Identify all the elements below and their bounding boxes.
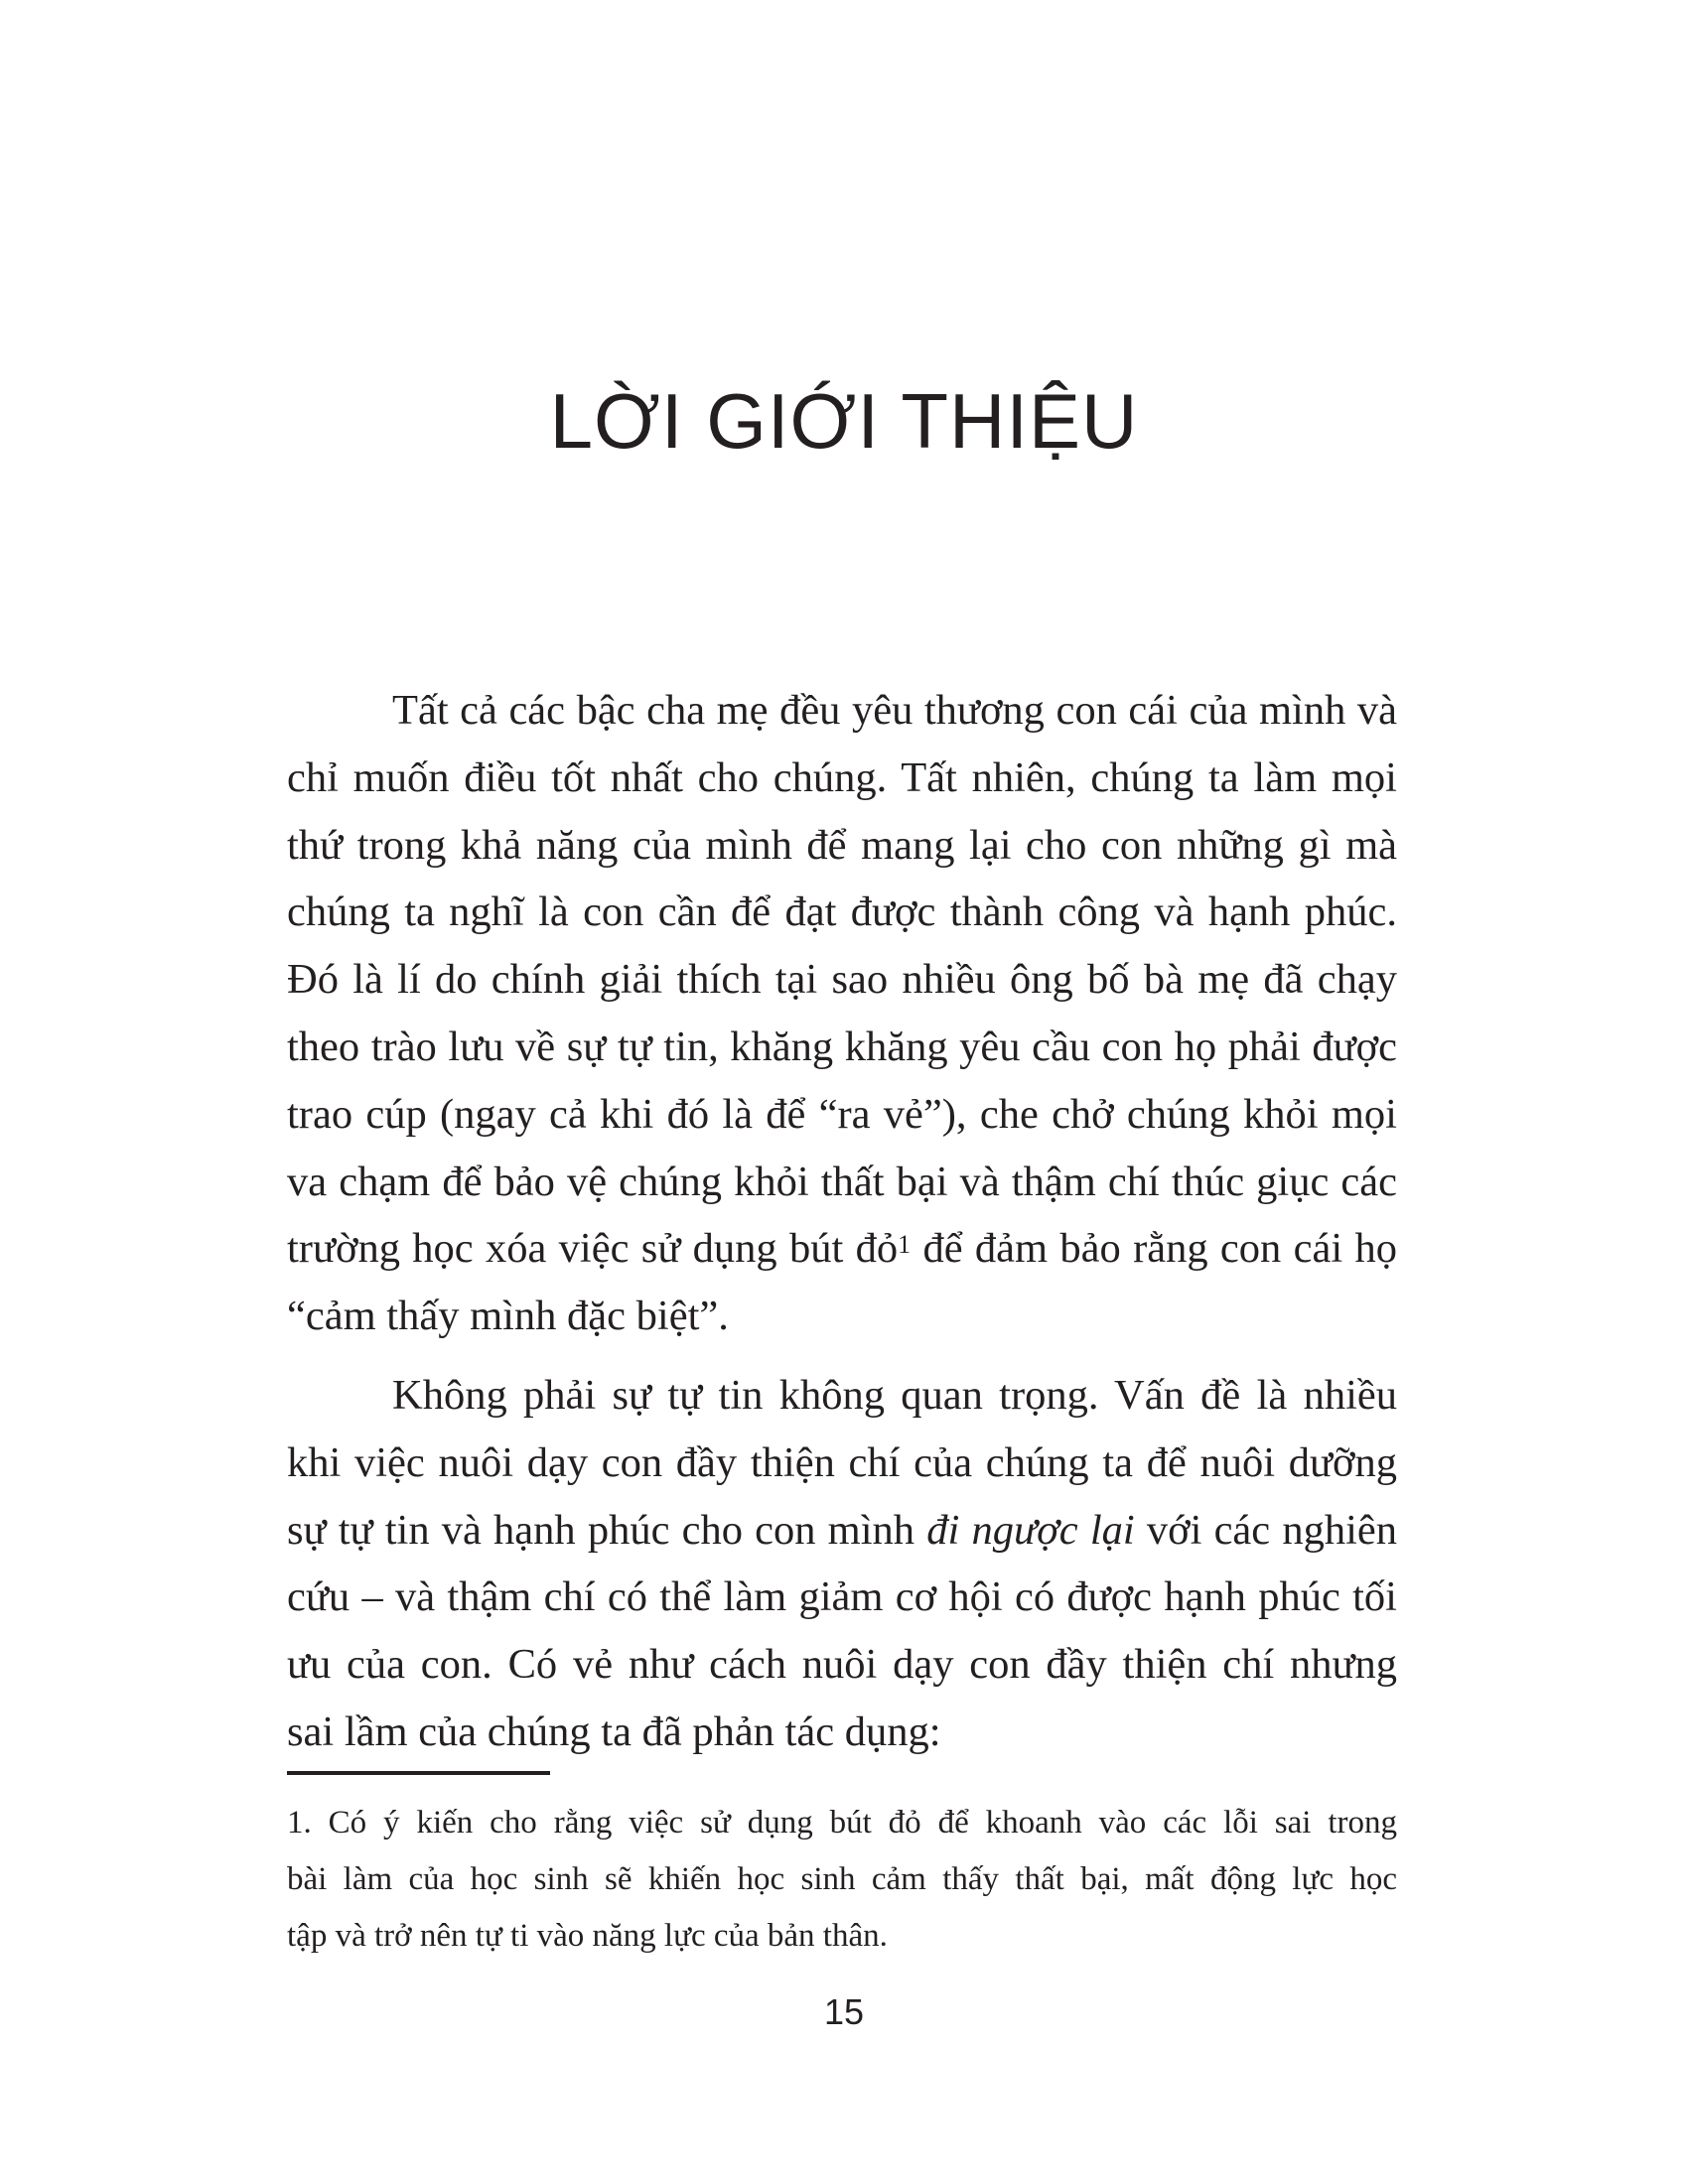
paragraph-line: “cảm thấy mình đặc biệt”. — [287, 1293, 729, 1340]
paragraph-line: Tất cả các bậc cha mẹ đều yêu thương con cái của mình và — [392, 687, 1397, 734]
line-text: sự tự tin và hạnh phúc cho con mình — [287, 1506, 927, 1554]
paragraph-line — [287, 1215, 1397, 1283]
paragraph-line: trao cúp (ngay cả khi đó là để “ra vẻ”), che chở chúng khỏi mọi — [287, 1090, 1397, 1138]
footnote-divider — [287, 1771, 550, 1775]
line-text: trường học xóa việc sử dụng bút đỏ — [287, 1225, 899, 1273]
chapter-title: LỜI GIỚI THIỆU — [549, 377, 1139, 465]
paragraph-line: Không phải sự tự tin không quan trọng. Vấn đề là nhiều — [392, 1372, 1397, 1419]
paragraph-line: khi việc nuôi dạy con đầy thiện chí của chúng ta để nuôi dưỡng — [287, 1438, 1397, 1486]
line-text: để đảm bảo rằng con cái họ — [911, 1225, 1397, 1273]
paragraph-line: chỉ muốn điều tốt nhất cho chúng. Tất nhiên, chúng ta làm mọi — [287, 753, 1397, 801]
paragraph-line — [287, 1497, 1397, 1565]
footnote-line: bài làm của học sinh sẽ khiến học sinh cảm thấy thất bại, mất động lực học — [287, 1861, 1397, 1897]
paragraph-line: ưu của con. Có vẻ như cách nuôi dạy con đầy thiện chí nhưng — [287, 1641, 1397, 1689]
footnote-line: tập và trở nên tự ti vào năng lực của bản thân. — [287, 1918, 888, 1954]
paragraph-line: cứu – và thậm chí có thể làm giảm cơ hội có được hạnh phúc tối — [287, 1573, 1397, 1621]
paragraph-line: thứ trong khả năng của mình để mang lại cho con những gì mà — [287, 821, 1397, 869]
italic-emphasis: đi ngược lại — [926, 1506, 1135, 1554]
paragraph-line: sai lầm của chúng ta đã phản tác dụng: — [287, 1707, 941, 1755]
paragraph-line: Đó là lí do chính giải thích tại sao nhiều ông bố bà mẹ đã chạy — [287, 956, 1397, 1004]
paragraph-1 — [287, 677, 1397, 1350]
paragraph-2 — [287, 1362, 1397, 1766]
paragraph-line: theo trào lưu về sự tự tin, khăng khăng yêu cầu con họ phải được — [287, 1023, 1397, 1070]
footnote-reference[interactable]: 1 — [898, 1230, 912, 1260]
paragraph-line: va chạm để bảo vệ chúng khỏi thất bại và thậm chí thúc giục các — [287, 1158, 1397, 1205]
line-text: với các nghiên — [1134, 1506, 1397, 1554]
footnote — [287, 1795, 1397, 1965]
paragraph-line: chúng ta nghĩ là con cần để đạt được thành công và hạnh phúc. — [287, 888, 1397, 936]
footnote-line: 1. Có ý kiến cho rằng việc sử dụng bút đỏ để khoanh vào các lỗi sai trong — [287, 1805, 1397, 1841]
page-number: 15 — [823, 1991, 865, 2032]
